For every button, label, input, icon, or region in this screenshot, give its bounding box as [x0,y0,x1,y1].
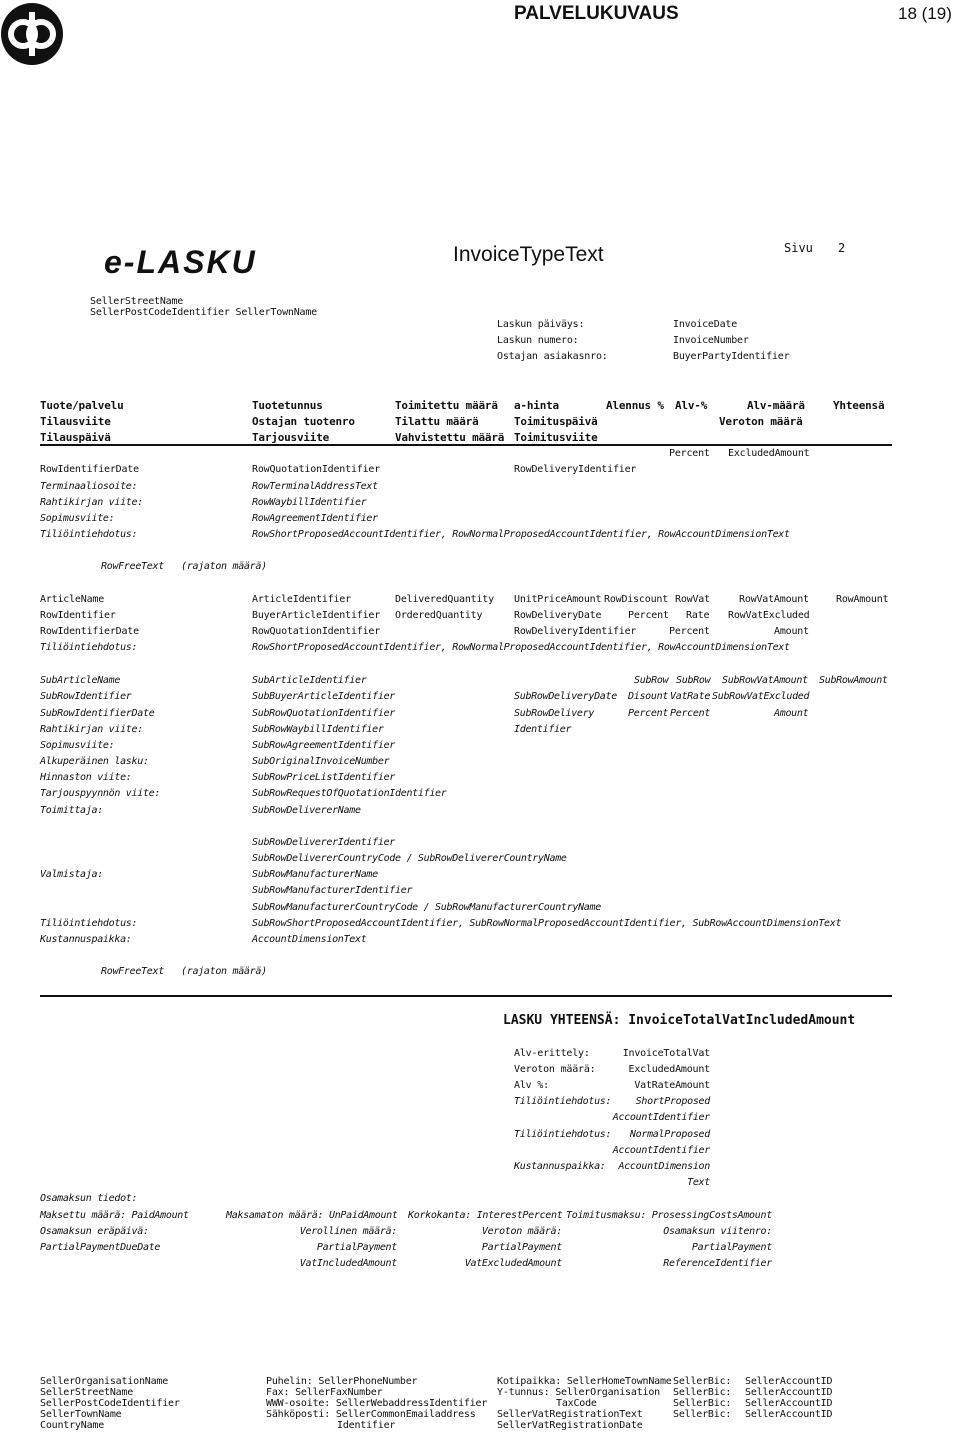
footer-line: TaxCode [556,1398,597,1409]
row-label: Hinnaston viite: [40,772,132,783]
footer-line: SellerBic: [673,1376,732,1387]
partial-field: Verollinen määrä: [299,1226,397,1237]
col-header: Tuote/palvelu [40,399,124,412]
footer-line: SellerBic: [673,1387,732,1398]
row-value: SubRowDelivererCountryCode / SubRowDelivererCountryName [252,853,567,864]
info-value: InvoiceDate [673,319,738,330]
row-label: Terminaaliosoite: [40,481,138,492]
info-value: InvoiceNumber [673,335,749,346]
row-label: Tarjouspyynnön viite: [40,788,161,799]
subrow-field: SubRowIdentifier [40,691,132,702]
row-value: AccountDimensionText [252,934,367,945]
subrow-field: SubRowDelivery [514,708,595,719]
footer-line: SellerOrganisationName [40,1376,169,1387]
row-label: Toimittaja: [40,805,103,816]
footer-line: Sähköposti: SellerCommonEmailaddress [266,1409,476,1420]
vat-label: Tiliöintiehdotus: [514,1096,612,1107]
row-value: SubRowRequestOfQuotationIdentifier [252,788,447,799]
vat-label: Tiliöintiehdotus: [514,1129,612,1140]
article-field: DeliveredQuantity [395,594,494,605]
article-field: UnitPriceAmount [514,594,602,605]
row-value: SubRowAgreementIdentifier [252,740,396,751]
vat-value: NormalProposed [629,1129,710,1140]
footer-line: SellerVatRegistrationDate [497,1420,643,1431]
col-header: Alv-% [675,399,708,412]
article-field: RowDiscount [604,594,669,605]
row-value: SubRowDelivererName [252,805,361,816]
article-field: Percent [669,626,710,637]
partial-field: Korkokanta: InterestPercent [408,1210,563,1221]
free-text-note: (rajaton määrä) [181,966,267,977]
partial-field: Maksettu määrä: PaidAmount [40,1210,189,1221]
article-field: ArticleIdentifier [252,594,351,605]
row-value: RowWaybillIdentifier [252,497,367,508]
info-label: Ostajan asiakasnro: [497,351,608,362]
row-label: Sopimusviite: [40,740,115,751]
row-label: Tiliöintiehdotus: [40,642,138,653]
row-value: SubRowWaybillIdentifier [252,724,384,735]
subrow-field: SubRowDeliveryDate [514,691,617,702]
article-field: RowAmount [836,594,889,605]
vat-label: Alv %: [514,1080,549,1091]
vat-value: AccountIdentifier [612,1112,710,1123]
footer-line: WWW-osoite: SellerWebaddressIdentifier [266,1398,488,1409]
row-value: Identifier [514,724,572,735]
subrow-field: SubArticleIdentifier [252,675,367,686]
invoice-total: LASKU YHTEENSÄ: InvoiceTotalVatIncludedAmount [503,1013,856,1028]
partial-field: Toimitusmaksu: ProsessingCostsAmount [566,1210,772,1221]
subrow-field: SubRowVatAmount [722,675,808,686]
article-field: Percent [628,610,669,621]
partial-field: Maksamaton määrä: UnPaidAmount [226,1210,398,1221]
row-value: SubRowManufacturerIdentifier [252,885,413,896]
subrow-field: VatRate [670,691,711,702]
partial-field: PartialPayment [691,1242,772,1253]
footer-line: SellerAccountID [745,1387,833,1398]
col-header: a-hinta [514,399,559,412]
footer-line: Puhelin: SellerPhoneNumber [266,1376,418,1387]
col-header: Tarjousviite [252,431,330,444]
col-header: Yhteensä [833,399,885,412]
subrow-field: Amount [774,708,809,719]
partial-field: VatIncludedAmount [299,1258,397,1269]
partial-field: Osamaksun viitenro: [663,1226,772,1237]
sivu-label: Sivu [784,241,813,255]
vat-value: VatRateAmount [634,1080,710,1091]
col-header: Tilattu määrä [395,415,479,428]
footer-line: Y-tunnus: SellerOrganisation [497,1387,660,1398]
col-header: Alennus % [606,399,664,412]
row-field: RowDeliveryIdentifier [514,464,637,475]
info-label: Laskun numero: [497,335,579,346]
vat-label: Veroton määrä: [514,1064,596,1075]
op-logo [0,2,64,66]
footer-line: Kotipaikka: SellerHomeTownName [497,1376,672,1387]
col-header: Percent [669,448,710,459]
row-value: SubRowPriceListIdentifier [252,772,396,783]
partial-field: Veroton määrä: [481,1226,562,1237]
info-value: BuyerPartyIdentifier [673,351,790,362]
row-value: SubRowManufacturerCountryCode / SubRowManufacturerCountryName [252,902,601,913]
partial-field: ReferenceIdentifier [663,1258,772,1269]
footer-line: Identifier [337,1420,396,1431]
subrow-field: SubRowVatExcluded [712,691,810,702]
footer-line: SellerAccountID [745,1398,833,1409]
total-rule [40,995,892,997]
row-value: SubRowDelivererIdentifier [252,837,396,848]
footer-line: SellerBic: [673,1409,732,1420]
invoice-type-text: InvoiceTypeText [453,243,604,266]
row-label: Sopimusviite: [40,513,115,524]
op-logo-icon [0,2,64,66]
e-lasku-logo: e-LASKU [104,244,257,280]
partial-field: VatExcludedAmount [464,1258,562,1269]
footer-line: SellerAccountID [745,1409,833,1420]
footer-line: CountryName [40,1420,105,1431]
footer-line: Fax: SellerFaxNumber [266,1387,383,1398]
article-field: RowIdentifierDate [40,626,139,637]
footer-line: SellerStreetName [40,1387,134,1398]
article-field: Amount [774,626,809,637]
vat-value: AccountIdentifier [612,1145,710,1156]
footer-line: SellerBic: [673,1398,732,1409]
footer-line: SellerPostCodeIdentifier [40,1398,180,1409]
row-value: SubRowManufacturerName [252,869,378,880]
row-value: RowShortProposedAccountIdentifier, RowNormalProposedAccountIdentifier, RowAccountDimensionText [252,642,790,653]
row-value: RowTerminalAddressText [252,481,378,492]
row-field: RowQuotationIdentifier [252,464,381,475]
subrow-field: Percent [670,708,711,719]
seller-address-line: SellerStreetName [90,296,184,307]
vat-value: ShortProposed [635,1096,710,1107]
row-value: RowShortProposedAccountIdentifier, RowNormalProposedAccountIdentifier, RowAccountDimensionText [252,529,790,540]
subrow-field: SubRow [676,675,711,686]
col-header: Alv-määrä [747,399,805,412]
row-label: Tiliöintiehdotus: [40,529,138,540]
row-label: Rahtikirjan viite: [40,724,143,735]
article-field: RowVatExcluded [728,610,810,621]
article-field: BuyerArticleIdentifier [252,610,381,621]
partial-field: PartialPayment [481,1242,562,1253]
sivu-value: 2 [838,241,846,255]
subrow-field: SubRowIdentifierDate [40,708,155,719]
footer-line: SellerVatRegistrationText [497,1409,643,1420]
subrow-field: Percent [628,708,669,719]
subrow-field: SubArticleName [40,675,121,686]
col-header: Tilauspäivä [40,431,111,444]
row-value: RowAgreementIdentifier [252,513,378,524]
info-label: Laskun päiväys: [497,319,585,330]
article-field: RowDeliveryDate [514,610,602,621]
footer-line: SellerAccountID [745,1376,833,1387]
seller-address-line: SellerPostCodeIdentifier SellerTownName [90,307,317,318]
free-text-note: (rajaton määrä) [181,561,267,572]
article-field: RowDeliveryIdentifier [514,626,637,637]
col-header: Vahvistettu määrä [395,431,505,444]
document-title: PALVELUKUVAUS [514,3,679,24]
vat-value: Text [687,1177,710,1188]
row-field: RowIdentifierDate [40,464,139,475]
col-header: Tilausviite [40,415,111,428]
footer-line: SellerTownName [40,1409,122,1420]
subrow-field: Disount [628,691,669,702]
row-label: Kustannuspaikka: [40,934,132,945]
article-field: ArticleName [40,594,105,605]
col-header: Toimitettu määrä [395,399,498,412]
article-field: RowVatAmount [739,594,809,605]
article-field: RowQuotationIdentifier [252,626,381,637]
row-label: Rahtikirjan viite: [40,497,143,508]
col-header: Toimituspäivä [514,415,598,428]
row-label: Alkuperäinen lasku: [40,756,149,767]
col-header: Tuotetunnus [252,399,323,412]
free-text: RowFreeText [101,561,164,572]
vat-value: ExcludedAmount [628,1064,710,1075]
col-header: Toimitusviite [514,431,598,444]
subrow-field: SubRow [634,675,669,686]
partial-field: Osamaksun eräpäivä: [40,1226,149,1237]
row-label: Tiliöintiehdotus: [40,918,138,929]
article-field: RowVat [675,594,710,605]
row-value: SubRowShortProposedAccountIdentifier, SubRowNormalProposedAccountIdentifier, SubRowAccountDimensionText [252,918,842,929]
article-field: RowIdentifier [40,610,116,621]
subrow-field: SubBuyerArticleIdentifier [252,691,396,702]
row-label: Valmistaja: [40,869,103,880]
partial-title: Osamaksun tiedot: [40,1193,138,1204]
subrow-field: SubRowAmount [819,675,888,686]
partial-field: PartialPaymentDueDate [40,1242,161,1253]
free-text: RowFreeText [101,966,164,977]
vat-value: InvoiceTotalVat [622,1048,710,1059]
page-number: 18 (19) [898,4,952,23]
col-header: Veroton määrä [719,415,803,428]
article-field: OrderedQuantity [395,610,483,621]
vat-label: Alv-erittely: [514,1048,590,1059]
vat-label: Kustannuspaikka: [514,1161,606,1172]
vat-value: AccountDimension [618,1161,710,1172]
article-field: Rate [686,610,710,621]
subrow-field: SubRowQuotationIdentifier [252,708,396,719]
col-header: ExcludedAmount [728,448,810,459]
row-value: SubOriginalInvoiceNumber [252,756,390,767]
col-header: Ostajan tuotenro [252,415,355,428]
header-rule [40,444,892,446]
partial-field: PartialPayment [316,1242,397,1253]
